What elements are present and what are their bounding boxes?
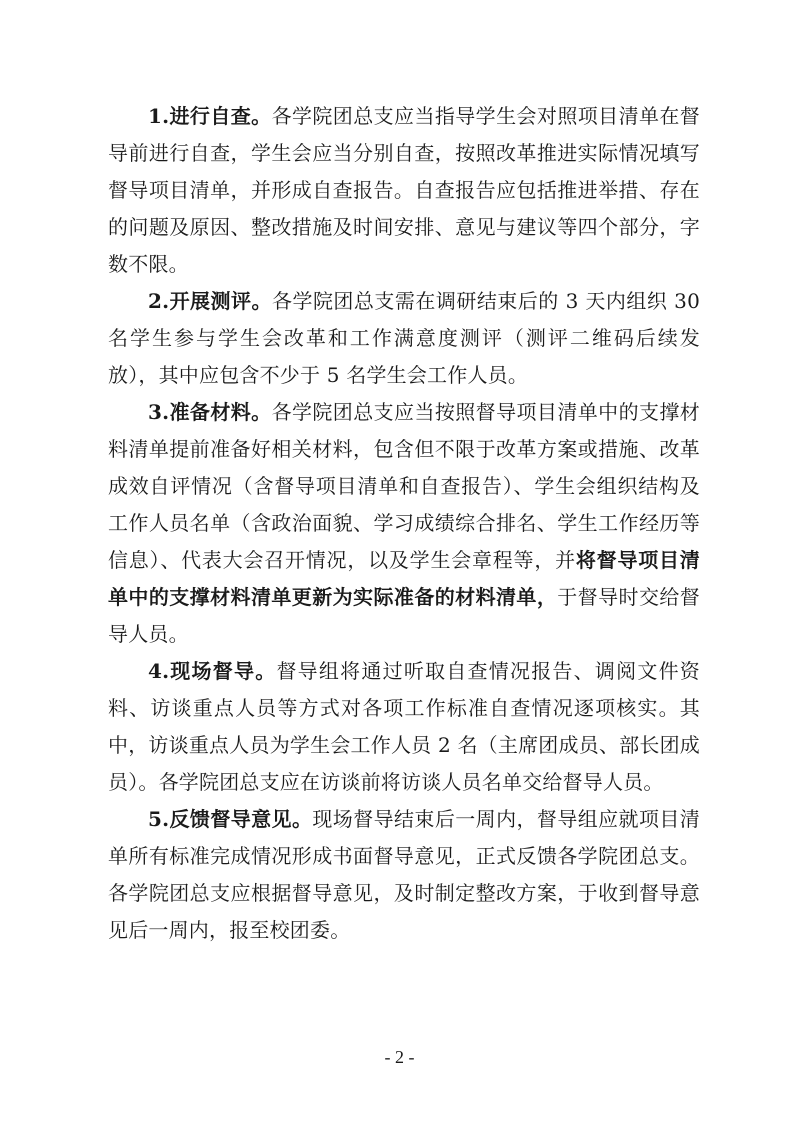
document-body [108,98,700,949]
paragraph-heading: 1.进行自查。 [148,104,272,128]
paragraph-prepare-materials [108,394,700,653]
paragraph-text: 督导组将通过听取自查情况报告、调阅文件资料、访谈重点人员等方式对各项工作标准自查情况逐项核实。其中，访谈重点人员为学生会工作人员 2 名（主席团成员、部长团成员）。各学院团总支应在访谈前将访谈人员名单交给督导人员。 [108,659,700,794]
paragraph-heading: 4.现场督导。 [148,659,277,683]
paragraph-feedback [108,801,700,949]
paragraph-text: 各学院团总支应当按照督导项目清单中的支撑材料清单提前准备好相关材料，包含但不限于改革方案或措施、改革成效自评情况（含督导项目清单和自查报告）、学生会组织结构及工作人员名单（含政治面貌、学习成绩综合排名、学生工作经历等信息）、代表大会召开情况，以及学生会章程等，并 [108,400,701,572]
paragraph-text: 各学院团总支应当指导学生会对照项目清单在督导前进行自查，学生会应当分别自查，按照改革推进实际情况填写督导项目清单，并形成自查报告。自查报告应包括推进举措、存在的问题及原因、整改措施及时间安排、意见与建议等四个部分，字数不限。 [108,104,701,276]
paragraph-heading: 3.准备材料。 [148,400,272,424]
paragraph-heading: 5.反馈督导意见。 [148,807,313,831]
paragraph-text: 各学院团总支需在调研结束后的 3 天内组织 30 名学生参与学生会改革和工作满意度测评（测评二维码后续发放），其中应包含不少于 5 名学生会工作人员。 [108,289,700,387]
paragraph-text: 现场督导结束后一周内，督导组应就项目清单所有标准完成情况形成书面督导意见，正式反馈各学院团总支。各学院团总支应根据督导意见，及时制定整改方案，于收到督导意见后一周内，报至校团委。 [108,807,700,942]
paragraph-heading: 2.开展测评。 [148,289,272,313]
paragraph-emphasis: 将督导项目清单中的支撑材料清单更新为实际准备的材料清单， [108,548,700,609]
paragraph-text-tail: 于督导时交给督导人员。 [108,585,700,646]
paragraph-self-check [108,98,700,283]
paragraph-evaluation [108,283,700,394]
paragraph-onsite-supervision [108,653,700,801]
page-number: - 2 - [384,1047,415,1067]
